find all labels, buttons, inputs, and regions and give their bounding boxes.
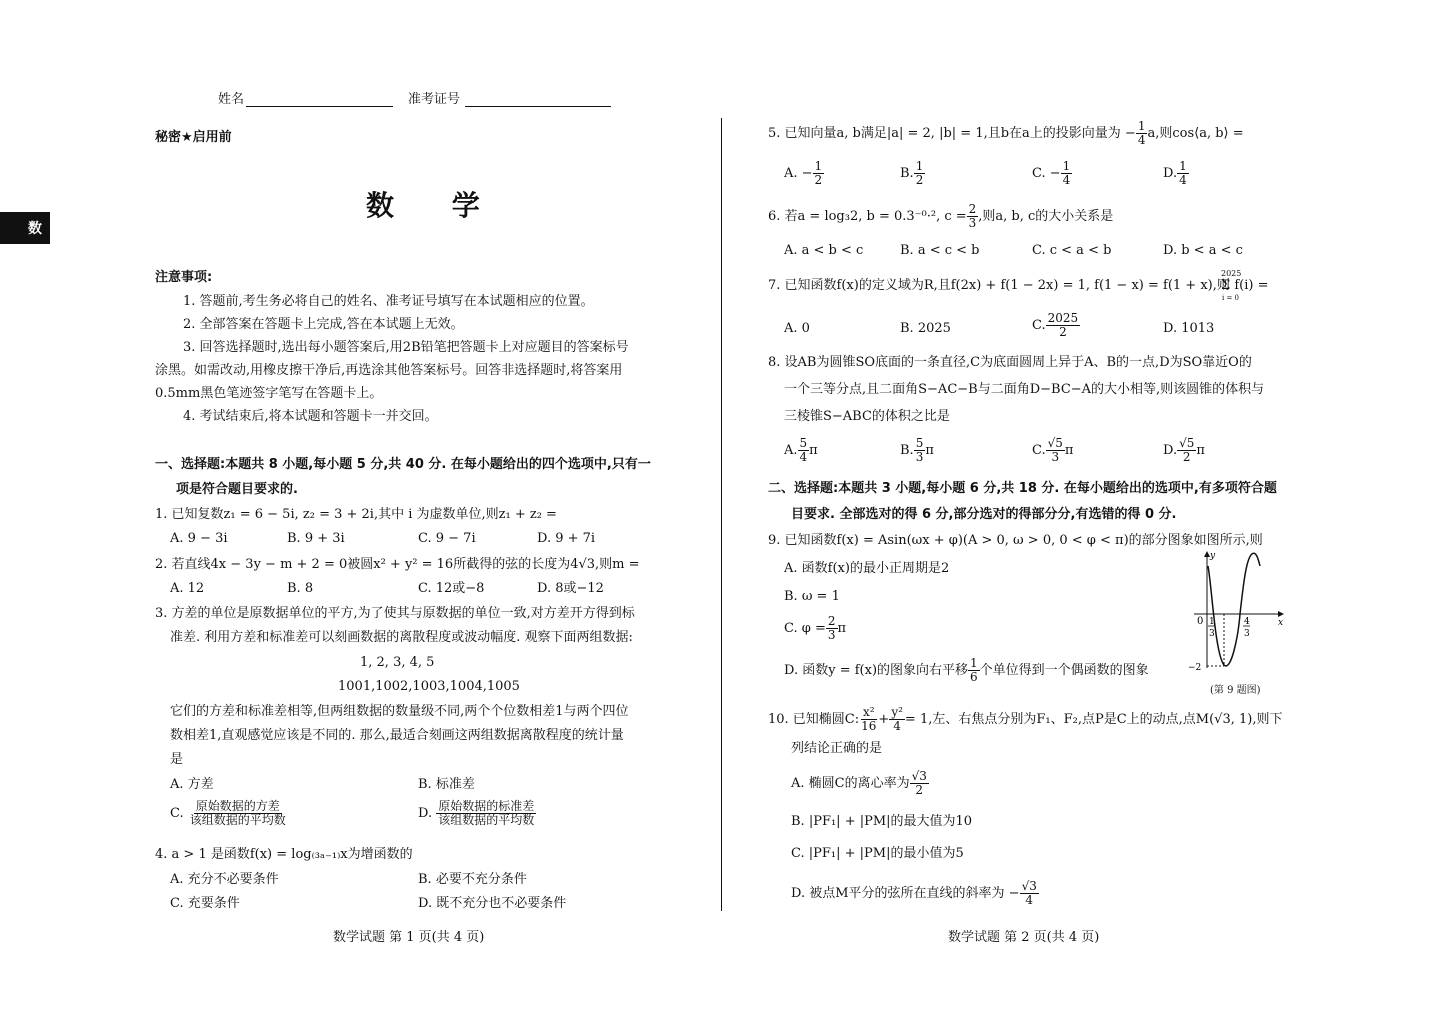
name-blank xyxy=(246,106,393,107)
q7-sum-bottom: i = 0 xyxy=(1222,294,1240,302)
q5-frac-num: 1 xyxy=(1137,119,1146,133)
q7-sum: Σ f(i) = xyxy=(1221,278,1269,293)
q8-a-den: 4 xyxy=(799,450,808,464)
q5-stem-text: 5. 已知向量a, b满足|a| = 2, |b| = 1,且b在a上的投影向量为 − xyxy=(768,126,1136,141)
q5-a-den: 2 xyxy=(814,173,823,187)
q9-option-b: B. ω = 1 xyxy=(784,589,840,604)
q3-text: 它们的方差和标准差相等,但两组数据的数量级不同,两个个位数相差1与两个四位 xyxy=(170,704,629,719)
notice-item: 4. 考试结束后,将本试题和答题卡一并交回。 xyxy=(183,409,438,424)
q4-option-b: B. 必要不充分条件 xyxy=(418,872,527,887)
q8-stem: 三棱锥S−ABC的体积之比是 xyxy=(784,409,950,424)
tick-1-3-num: 1 xyxy=(1209,617,1215,627)
q1-option-a: A. 9 − 3i xyxy=(170,531,228,546)
q3-data-1: 1, 2, 3, 4, 5 xyxy=(360,655,435,670)
q6-option-b: B. a < c < b xyxy=(900,243,980,258)
origin-label: 0 xyxy=(1197,616,1204,627)
q7-option-c xyxy=(1032,312,1080,339)
side-tab: 数 xyxy=(0,212,50,244)
q2-option-d: D. 8或−12 xyxy=(537,581,604,596)
q8-c-num: √5 xyxy=(1047,436,1063,450)
q3-option-b: B. 标准差 xyxy=(418,777,475,792)
q5-c-label: C. − xyxy=(1032,166,1061,181)
q6-stem-end: ,则a, b, c的大小关系是 xyxy=(978,209,1114,224)
notice-item: 涂黑。如需改动,用橡皮擦干净后,再选涂其他答案标号。回答非选择题时,将答案用 xyxy=(155,363,623,378)
q9-c-label: C. φ = xyxy=(784,621,826,636)
q4-option-a: A. 充分不必要条件 xyxy=(170,872,279,887)
q1-option-c: C. 9 − 7i xyxy=(418,531,476,546)
q5-a-num: 1 xyxy=(814,159,823,173)
q10-a-text: A. 椭圆C的离心率为 xyxy=(791,776,910,791)
q5-d-num: 1 xyxy=(1179,159,1187,173)
q2-option-b: B. 8 xyxy=(287,581,314,596)
section1-line1: 一、选择题:本题共 8 小题,每小题 5 分,共 40 分. 在每小题给出的四个选项中,只有一 xyxy=(155,457,651,472)
q9-option-a: A. 函数f(x)的最小正周期是2 xyxy=(784,561,950,576)
q10-stem-text: 10. 已知椭圆C: xyxy=(768,712,860,727)
page-footer-2: 数学试题 第 2 页(共 4 页) xyxy=(948,930,1100,945)
q5-b-num: 1 xyxy=(915,159,924,173)
q6-option-a: A. a < b < c xyxy=(784,243,864,258)
q9-d-text: D. 函数y = f(x)的图象向右平移 xyxy=(784,663,969,678)
q10-stem-line2: 列结论正确的是 xyxy=(791,741,883,756)
q10-a-num: √3 xyxy=(911,769,927,783)
q7-option-b: B. 2025 xyxy=(900,321,951,336)
section2-line1: 二、选择题:本题共 3 小题,每小题 6 分,共 18 分. 在每小题给出的选项中,有多项符合题 xyxy=(768,481,1277,496)
q6-frac-den: 3 xyxy=(968,216,977,230)
q5-option-a xyxy=(784,160,824,187)
q8-d-num: √5 xyxy=(1179,436,1195,450)
id-label: 准考证号 xyxy=(408,92,461,107)
q9-stem: 9. 已知函数f(x) = Asin(ωx + φ)(A > 0, ω > 0, 0 < φ < π)的部分图象如图所示,则 xyxy=(768,533,1263,548)
notice-item: 0.5mm黑色笔迹签字笔写在答题卡上。 xyxy=(155,386,383,401)
q9-d-num: 1 xyxy=(970,656,978,670)
q7-option-a: A. 0 xyxy=(784,321,810,336)
q6-frac-num: 2 xyxy=(968,202,977,216)
name-label: 姓名 xyxy=(218,92,245,107)
q7-option-d: D. 1013 xyxy=(1163,321,1215,336)
q10-option-c: C. |PF₁| + |PM|的最小值为5 xyxy=(791,846,964,861)
q6-stem xyxy=(768,203,1113,230)
q8-c-pi: π xyxy=(1064,443,1074,458)
q7-sum-top: 2025 xyxy=(1221,269,1242,278)
q5-stem xyxy=(768,120,1244,147)
q3-c-numerator: 原始数据的方差 xyxy=(195,799,280,813)
q8-b-den: 3 xyxy=(915,450,924,464)
q5-option-b xyxy=(900,160,925,187)
q8-stem: 一个三等分点,且二面角S−AC−B与二面角D−BC−A的大小相等,则该圆锥的体积与 xyxy=(784,382,1265,397)
q3-data-2: 1001,1002,1003,1004,1005 xyxy=(338,679,520,694)
tick-4-3-den: 3 xyxy=(1244,629,1250,639)
q8-option-c xyxy=(1032,437,1073,464)
q3-c-denominator: 该组数据的平均数 xyxy=(189,813,286,827)
q9-d-end: 个单位得到一个偶函数的图象 xyxy=(979,663,1149,678)
q8-d-pi: π xyxy=(1196,443,1205,458)
q10-d-den: 4 xyxy=(1025,893,1034,907)
q8-b-label: B. xyxy=(900,443,914,458)
tick-1-3-den: 3 xyxy=(1209,629,1215,639)
q9-c-num: 2 xyxy=(827,614,836,628)
q5-d-label: D. xyxy=(1163,166,1178,181)
q7-stem: 7. 已知函数f(x)的定义域为R,且f(2x) + f(1 − 2x) = 1, f(1 − x) = f(1 + x),则 xyxy=(768,278,1230,293)
q8-option-b xyxy=(900,437,934,464)
notice-item: 1. 答题前,考生务必将自己的姓名、准考证号填写在本试题相应的位置。 xyxy=(183,294,594,309)
sine-curve xyxy=(1208,553,1260,666)
q9-c-den: 3 xyxy=(827,628,836,642)
q3-option-c-label: C. xyxy=(170,806,184,821)
x-label: x xyxy=(1278,618,1284,628)
id-blank xyxy=(465,106,611,107)
q3-option-d xyxy=(418,800,536,827)
q3-d-numerator: 原始数据的标准差 xyxy=(438,799,535,813)
min-label: −2 xyxy=(1188,663,1202,673)
q5-b-den: 2 xyxy=(915,173,924,187)
x-axis-arrow xyxy=(1278,611,1284,617)
page-divider xyxy=(721,118,722,911)
q8-option-d xyxy=(1163,437,1205,464)
q8-d-label: D. xyxy=(1163,443,1178,458)
q9-graph-caption: (第 9 题图) xyxy=(1210,685,1261,696)
q8-b-num: 5 xyxy=(915,436,924,450)
q5-option-d xyxy=(1163,160,1189,187)
q8-d-den: 2 xyxy=(1182,450,1191,464)
q4-stem: 4. a > 1 是函数f(x) = log₍₃ₐ₋₁₎x为增函数的 xyxy=(155,847,413,862)
q10-a-den: 2 xyxy=(915,783,924,797)
q9-option-d xyxy=(784,657,1149,684)
q6-option-d: D. b < a < c xyxy=(1163,243,1243,258)
q10-stem-end: = 1,左、右焦点分别为F₁、F₂,点P是C上的动点,点M(√3, 1),则下 xyxy=(904,712,1283,727)
q10-option-a xyxy=(791,770,929,797)
q1-option-b: B. 9 + 3i xyxy=(287,531,345,546)
q1-stem: 1. 已知复数z₁ = 6 − 5i, z₂ = 3 + 2i,其中 i 为虚数单位,则z₁ + z₂ = xyxy=(155,507,557,522)
q10-d-text: D. 被点M平分的弦所在直线的斜率为 − xyxy=(791,886,1020,901)
q4-option-c: C. 充要条件 xyxy=(170,896,240,911)
q10-plus: + xyxy=(878,712,890,727)
q4-option-d: D. 既不充分也不必要条件 xyxy=(418,896,567,911)
q10-f1-num: x² xyxy=(862,705,875,719)
q10-f1-den: 16 xyxy=(861,719,877,733)
q5-d-den: 4 xyxy=(1179,173,1187,187)
q10-stem xyxy=(768,706,1282,733)
q8-c-label: C. xyxy=(1032,443,1046,458)
q9-c-pi: π xyxy=(837,621,847,636)
notice-item: 3. 回答选择题时,选出每小题答案后,用2B铅笔把答题卡上对应题目的答案标号 xyxy=(183,340,629,355)
q5-b-label: B. xyxy=(900,166,914,181)
q8-stem: 8. 设AB为圆锥SO底面的一条直径,C为底面圆周上异于A、B的一点,D为SO靠近O的 xyxy=(768,355,1252,370)
q8-a-pi: π xyxy=(809,443,818,458)
q3-option-d-label: D. xyxy=(418,806,433,821)
q2-option-c: C. 12或−8 xyxy=(418,581,485,596)
q6-option-c: C. c < a < b xyxy=(1032,243,1112,258)
q3-option-c xyxy=(170,800,288,827)
q3-d-denominator: 该组数据的平均数 xyxy=(438,813,535,827)
q8-b-pi: π xyxy=(925,443,934,458)
q2-option-a: A. 12 xyxy=(170,581,205,596)
q3-stem: 3. 方差的单位是原数据单位的平方,为了使其与原数据的单位一致,对方差开方得到标 xyxy=(155,606,635,621)
q3-option-a: A. 方差 xyxy=(170,777,214,792)
q9-graph xyxy=(1186,548,1292,680)
q3-text: 数相差1,直观感觉应该是不同的. 那么,最适合刻画这两组数据离散程度的统计量 xyxy=(170,728,624,743)
q10-f2-den: 4 xyxy=(893,719,901,733)
page-title: 数 学 xyxy=(366,189,504,222)
q3-stem: 准差. 利用方差和标准差可以刻画数据的离散程度或波动幅度. 观察下面两组数据: xyxy=(170,630,633,645)
q8-a-label: A. xyxy=(784,443,798,458)
q7-c-label: C. xyxy=(1032,318,1046,333)
q7-c-num: 2025 xyxy=(1047,311,1079,325)
page-footer-1: 数学试题 第 1 页(共 4 页) xyxy=(333,930,485,945)
q1-option-d: D. 9 + 7i xyxy=(537,531,596,546)
q9-option-c xyxy=(784,615,846,642)
q10-f2-num: y² xyxy=(891,705,903,719)
q3-text: 是 xyxy=(170,752,184,767)
q10-option-b: B. |PF₁| + |PM|的最大值为10 xyxy=(791,814,973,829)
notice-heading: 注意事项: xyxy=(155,270,213,285)
q7-c-den: 2 xyxy=(1059,325,1067,339)
tick-4-3-num: 4 xyxy=(1244,617,1250,627)
y-label: y xyxy=(1210,551,1216,561)
q5-c-den: 4 xyxy=(1062,173,1071,187)
section1-line2: 项是符合题目要求的. xyxy=(176,482,298,497)
q5-a-label: A. − xyxy=(784,166,813,181)
q10-d-num: √3 xyxy=(1021,879,1037,893)
q10-option-d xyxy=(791,880,1039,907)
q6-stem-text: 6. 若a = log₃2, b = 0.3⁻⁰·², c = xyxy=(768,209,967,224)
q5-frac-den: 4 xyxy=(1137,133,1146,147)
q5-stem-end: a,则cos⟨a, b⟩ = xyxy=(1147,126,1244,141)
q8-c-den: 3 xyxy=(1051,450,1060,464)
secret-label: 秘密★启用前 xyxy=(155,130,232,145)
q8-a-num: 5 xyxy=(799,436,808,450)
notice-item: 2. 全部答案在答题卡上完成,答在本试题上无效。 xyxy=(183,317,464,332)
q2-stem: 2. 若直线4x − 3y − m + 2 = 0被圆x² + y² = 16所截得的弦的长度为4√3,则m = xyxy=(155,557,640,572)
q5-c-num: 1 xyxy=(1062,159,1071,173)
q8-option-a xyxy=(784,437,818,464)
section2-line2: 目要求. 全部选对的得 6 分,部分选对的得部分分,有选错的得 0 分. xyxy=(791,507,1177,522)
q5-option-c xyxy=(1032,160,1072,187)
q9-d-den: 6 xyxy=(970,670,978,684)
